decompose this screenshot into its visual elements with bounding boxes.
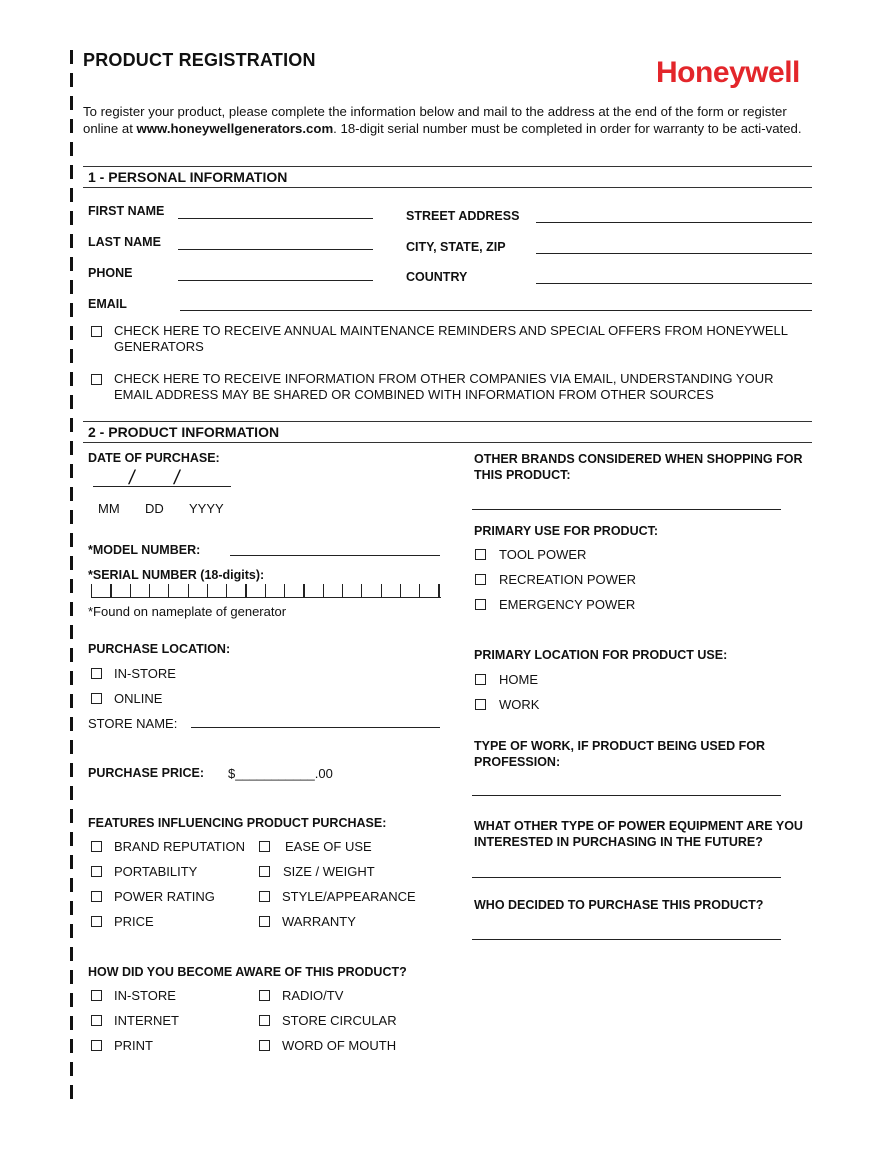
- aware-checkbox[interactable]: [259, 990, 270, 1001]
- use-tool-label: TOOL POWER: [499, 547, 587, 562]
- feature-price-label: PRICE: [114, 914, 154, 929]
- section-product-header: 2 - PRODUCT INFORMATION: [83, 421, 812, 443]
- optin-honeywell-checkbox[interactable]: [91, 326, 102, 337]
- year-label: YYYY: [189, 501, 224, 516]
- aware-label: HOW DID YOU BECOME AWARE OF THIS PRODUCT?: [88, 965, 407, 979]
- aware-checkbox[interactable]: [91, 990, 102, 1001]
- day-label: DD: [145, 501, 164, 516]
- optin-others-checkbox[interactable]: [91, 374, 102, 385]
- feature-checkbox[interactable]: [91, 866, 102, 877]
- phone-field[interactable]: [178, 280, 373, 281]
- aware-internet-label: INTERNET: [114, 1013, 179, 1028]
- city-label: CITY, STATE, ZIP: [406, 240, 506, 254]
- serial-field[interactable]: [91, 584, 441, 598]
- date-slash-2: /: [172, 467, 182, 489]
- aware-print-label: PRINT: [114, 1038, 153, 1053]
- country-label: COUNTRY: [406, 270, 468, 284]
- type-of-work-label: TYPE OF WORK, IF PRODUCT BEING USED FOR PROFESSION:: [474, 739, 765, 769]
- price-label: PURCHASE PRICE:: [88, 766, 204, 780]
- feature-checkbox[interactable]: [91, 891, 102, 902]
- online-checkbox[interactable]: [91, 693, 102, 704]
- feature-checkbox[interactable]: [259, 891, 270, 902]
- date-label: DATE OF PURCHASE:: [88, 451, 220, 465]
- feature-checkbox[interactable]: [259, 916, 270, 927]
- features-label: FEATURES INFLUENCING PRODUCT PURCHASE:: [88, 816, 387, 830]
- location-checkbox[interactable]: [475, 699, 486, 710]
- model-field[interactable]: [230, 555, 440, 556]
- use-checkbox[interactable]: [475, 549, 486, 560]
- store-name-label: STORE NAME:: [88, 716, 178, 731]
- who-decided-field[interactable]: [472, 939, 781, 940]
- serial-note: *Found on nameplate of generator: [88, 604, 287, 619]
- email-field[interactable]: [180, 310, 812, 311]
- street-label: STREET ADDRESS: [406, 209, 520, 223]
- use-emergency-label: EMERGENCY POWER: [499, 597, 636, 612]
- feature-power-label: POWER RATING: [114, 889, 215, 904]
- who-decided-label: WHO DECIDED TO PURCHASE THIS PRODUCT?: [474, 898, 764, 912]
- primary-use-label: PRIMARY USE FOR PRODUCT:: [474, 524, 659, 538]
- feature-warranty-label: WARRANTY: [282, 914, 356, 929]
- other-equipment-label: WHAT OTHER TYPE OF POWER EQUIPMENT ARE YOU INTERESTED IN PURCHASING IN THE FUTURE?: [474, 819, 803, 849]
- city-field[interactable]: [536, 253, 812, 254]
- aware-checkbox[interactable]: [259, 1040, 270, 1051]
- instore-label: IN-STORE: [114, 666, 176, 681]
- phone-label: PHONE: [88, 266, 133, 280]
- optin-honeywell-label: CHECK HERE TO RECEIVE ANNUAL MAINTENANCE REMINDERS AND SPECIAL OFFERS FROM HONEYWELL GENERATORS: [114, 323, 788, 354]
- date-slash-1: /: [127, 467, 137, 489]
- use-checkbox[interactable]: [475, 574, 486, 585]
- feature-checkbox[interactable]: [259, 841, 270, 852]
- model-label: *MODEL NUMBER:: [88, 543, 201, 557]
- location-home-label: HOME: [499, 672, 538, 687]
- first-name-field[interactable]: [178, 218, 373, 219]
- aware-word-label: WORD OF MOUTH: [282, 1038, 397, 1053]
- feature-style-label: STYLE/APPEARANCE: [282, 889, 416, 904]
- instore-checkbox[interactable]: [91, 668, 102, 679]
- date-field[interactable]: [93, 486, 231, 487]
- feature-ease-label: EASE OF USE: [285, 839, 372, 854]
- aware-circular-label: STORE CIRCULAR: [282, 1013, 397, 1028]
- country-field[interactable]: [536, 283, 812, 284]
- feature-checkbox[interactable]: [91, 841, 102, 852]
- primary-location-label: PRIMARY LOCATION FOR PRODUCT USE:: [474, 648, 728, 662]
- feature-checkbox[interactable]: [259, 866, 270, 877]
- feature-portability-label: PORTABILITY: [114, 864, 198, 879]
- aware-checkbox[interactable]: [91, 1040, 102, 1051]
- use-recreation-label: RECREATION POWER: [499, 572, 636, 587]
- feature-size-label: SIZE / WEIGHT: [283, 864, 375, 879]
- other-brands-label: OTHER BRANDS CONSIDERED WHEN SHOPPING FOR THIS PRODUCT:: [474, 452, 803, 482]
- honeywell-logo: Honeywell: [656, 56, 800, 89]
- purchase-location-label: PURCHASE LOCATION:: [88, 642, 231, 656]
- section-personal-header: 1 - PERSONAL INFORMATION: [83, 166, 812, 188]
- website-link[interactable]: www.honeywellgenerators.com: [136, 120, 334, 136]
- aware-checkbox[interactable]: [259, 1015, 270, 1026]
- serial-label: *SERIAL NUMBER (18-digits):: [88, 568, 265, 582]
- feature-checkbox[interactable]: [91, 916, 102, 927]
- last-name-label: LAST NAME: [88, 235, 161, 249]
- use-checkbox[interactable]: [475, 599, 486, 610]
- page-title: PRODUCT REGISTRATION: [83, 50, 316, 70]
- online-label: ONLINE: [114, 691, 163, 706]
- first-name-label: FIRST NAME: [88, 204, 165, 218]
- location-work-label: WORK: [499, 697, 540, 712]
- street-field[interactable]: [536, 222, 812, 223]
- type-of-work-field[interactable]: [472, 795, 781, 796]
- last-name-field[interactable]: [178, 249, 373, 250]
- optin-others-label: CHECK HERE TO RECEIVE INFORMATION FROM OTHER COMPANIES VIA EMAIL, UNDERSTANDING YOUR EMAIL ADDRESS MAY BE SHARED OR COMBINED WITH INFORMATION FROM OTHER SOURCES: [114, 371, 774, 402]
- other-brands-field[interactable]: [472, 509, 781, 510]
- other-equipment-field[interactable]: [472, 877, 781, 878]
- month-label: MM: [98, 501, 120, 516]
- feature-brand-label: BRAND REPUTATION: [114, 839, 245, 854]
- intro-text: To register your product, please complete the information below and mail to the address at the end of the form or register online at www.honeywellgenerators.com. 18-digit serial number must be completed in order for warranty to be acti-vated.: [83, 104, 802, 136]
- aware-instore-label: IN-STORE: [114, 988, 176, 1003]
- location-checkbox[interactable]: [475, 674, 486, 685]
- aware-radio-label: RADIO/TV: [282, 988, 344, 1003]
- aware-checkbox[interactable]: [91, 1015, 102, 1026]
- price-field[interactable]: $___________.00: [228, 766, 333, 781]
- email-label: EMAIL: [88, 297, 127, 311]
- store-name-field[interactable]: [191, 727, 440, 728]
